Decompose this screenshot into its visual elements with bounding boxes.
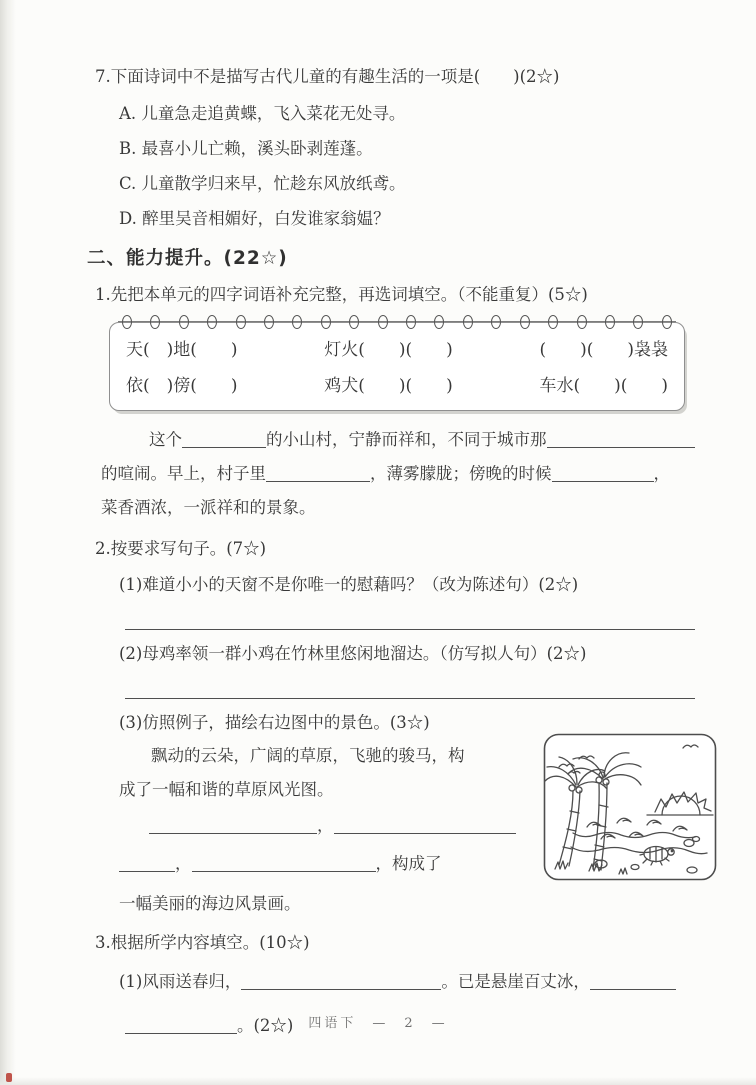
question-2-stem: 2.按要求写句子。(7☆)	[95, 539, 267, 558]
beach-scene-illustration	[543, 733, 717, 881]
question-3-text: (1)风雨送春归，	[119, 972, 242, 991]
word-bank-item: 鸡犬( )( )	[324, 376, 453, 396]
spiral-binding	[122, 315, 672, 329]
spiral-ring-icon	[633, 315, 643, 329]
question-7-option-d: D. 醉里吴音相媚好，白发谁家翁媪？	[119, 209, 390, 228]
scan-edge-left	[0, 0, 16, 1085]
question-3-sub-1	[119, 969, 699, 995]
word-bank-item: 灯火( )( )	[324, 340, 453, 360]
worksheet-content	[87, 64, 699, 1039]
example-blank-row-2	[119, 845, 517, 883]
spiral-ring-icon	[406, 315, 416, 329]
question-3-text: 。(2☆)	[237, 1016, 294, 1035]
paragraph-text: 的小山村，宁静而祥和，不同于城市那	[266, 430, 547, 449]
blank-underline	[547, 431, 695, 449]
example-line-1: 飘动的云朵，广阔的草原，飞驰的骏马，构	[151, 746, 465, 765]
question-3-text: 。已是悬崖百丈冰，	[441, 972, 590, 991]
question-2-sub-3: (3)仿照例子，描绘右边图中的景色。(3☆)	[119, 713, 430, 732]
question-2-sub-1: (1)难道小小的天窗不是你唯一的慰藉吗？（改为陈述句）(2☆)	[119, 575, 579, 594]
paragraph-text: ，	[653, 464, 670, 483]
example-line-2: 成了一幅和谐的草原风光图。	[119, 780, 334, 799]
paragraph-line-1	[101, 423, 699, 457]
blank-underline	[552, 465, 654, 483]
example-line-4-end: ，构成了	[375, 854, 442, 873]
paragraph-text: ，薄雾朦胧；傍晚的时候	[370, 464, 552, 483]
blank-underline	[590, 973, 676, 991]
example-line-5: 一幅美丽的海边风景画。	[119, 894, 301, 913]
comma: ，	[317, 816, 334, 835]
paragraph-text: 菜香酒浓，一派祥和的景象。	[101, 498, 316, 517]
question-3-stem: 3.根据所学内容填空。(10☆)	[95, 933, 310, 952]
spiral-ring-icon	[548, 315, 558, 329]
paragraph-line-2	[101, 457, 699, 491]
spiral-ring-icon	[321, 315, 331, 329]
spiral-ring-icon	[434, 315, 444, 329]
question-2-sub-2: (2)母鸡率领一群小鸡在竹林里悠闲地溜达。（仿写拟人句）(2☆)	[119, 644, 587, 663]
example-blank-row-1	[119, 807, 547, 845]
spiral-ring-icon	[236, 315, 246, 329]
word-bank-row-2	[126, 374, 668, 398]
word-bank-box	[109, 322, 685, 411]
spiral-ring-icon	[179, 315, 189, 329]
spiral-ring-icon	[520, 315, 530, 329]
word-bank-row-1	[126, 338, 668, 362]
spiral-ring-icon	[349, 315, 359, 329]
spiral-ring-icon	[264, 315, 274, 329]
answer-line	[125, 617, 695, 630]
blank-underline	[266, 465, 370, 483]
spiral-ring-icon	[150, 315, 160, 329]
question-7-stem: 7.下面诗词中不是描写古代儿童的有趣生活的一项是( )(2☆)	[95, 67, 560, 86]
spiral-ring-icon	[577, 315, 587, 329]
spiral-ring-icon	[122, 315, 132, 329]
page-footer: 四语下 — 2 —	[308, 1016, 448, 1031]
question-7-option-a: A. 儿童急走追黄蝶，飞入菜花无处寻。	[119, 104, 406, 123]
spiral-ring-icon	[463, 315, 473, 329]
scan-mark	[6, 1073, 12, 1082]
question-7	[95, 64, 699, 230]
blank-underline	[182, 431, 266, 449]
spiral-ring-icon	[207, 315, 217, 329]
word-bank-item: 车水( )( )	[539, 376, 668, 396]
spiral-ring-icon	[491, 315, 501, 329]
blank-underline	[241, 973, 441, 991]
example-block	[119, 739, 699, 919]
spiral-ring-icon	[378, 315, 388, 329]
paragraph-line-3	[101, 491, 699, 525]
spiral-ring-icon	[605, 315, 615, 329]
question-1-stem: 1.先把本单元的四字词语补充完整，再选词填空。（不能重复）(5☆)	[95, 285, 588, 304]
paragraph-text: 这个	[149, 430, 182, 449]
word-bank-item: ( )( )袅袅	[539, 340, 668, 360]
word-bank-item: 依( )傍( )	[126, 376, 238, 396]
blank-underline	[334, 817, 516, 835]
answer-line	[125, 686, 695, 699]
section-2-title: 二、能力提升。(22☆)	[87, 248, 288, 269]
question-7-option-b: B. 最喜小儿亡赖，溪头卧剥莲蓬。	[119, 139, 373, 158]
scan-edge-bottom	[0, 1077, 756, 1085]
spiral-ring-icon	[662, 315, 672, 329]
blank-underline	[192, 855, 376, 873]
comma: ，	[175, 854, 192, 873]
blank-underline	[149, 817, 317, 835]
paragraph-text: 的喧闹。早上，村子里	[101, 464, 266, 483]
question-7-option-c: C. 儿童散学归来早，忙趁东风放纸鸢。	[119, 174, 406, 193]
fill-in-paragraph	[101, 423, 699, 525]
word-bank-item: 天( )地( )	[126, 340, 238, 360]
blank-underline	[119, 855, 175, 873]
spiral-ring-icon	[292, 315, 302, 329]
